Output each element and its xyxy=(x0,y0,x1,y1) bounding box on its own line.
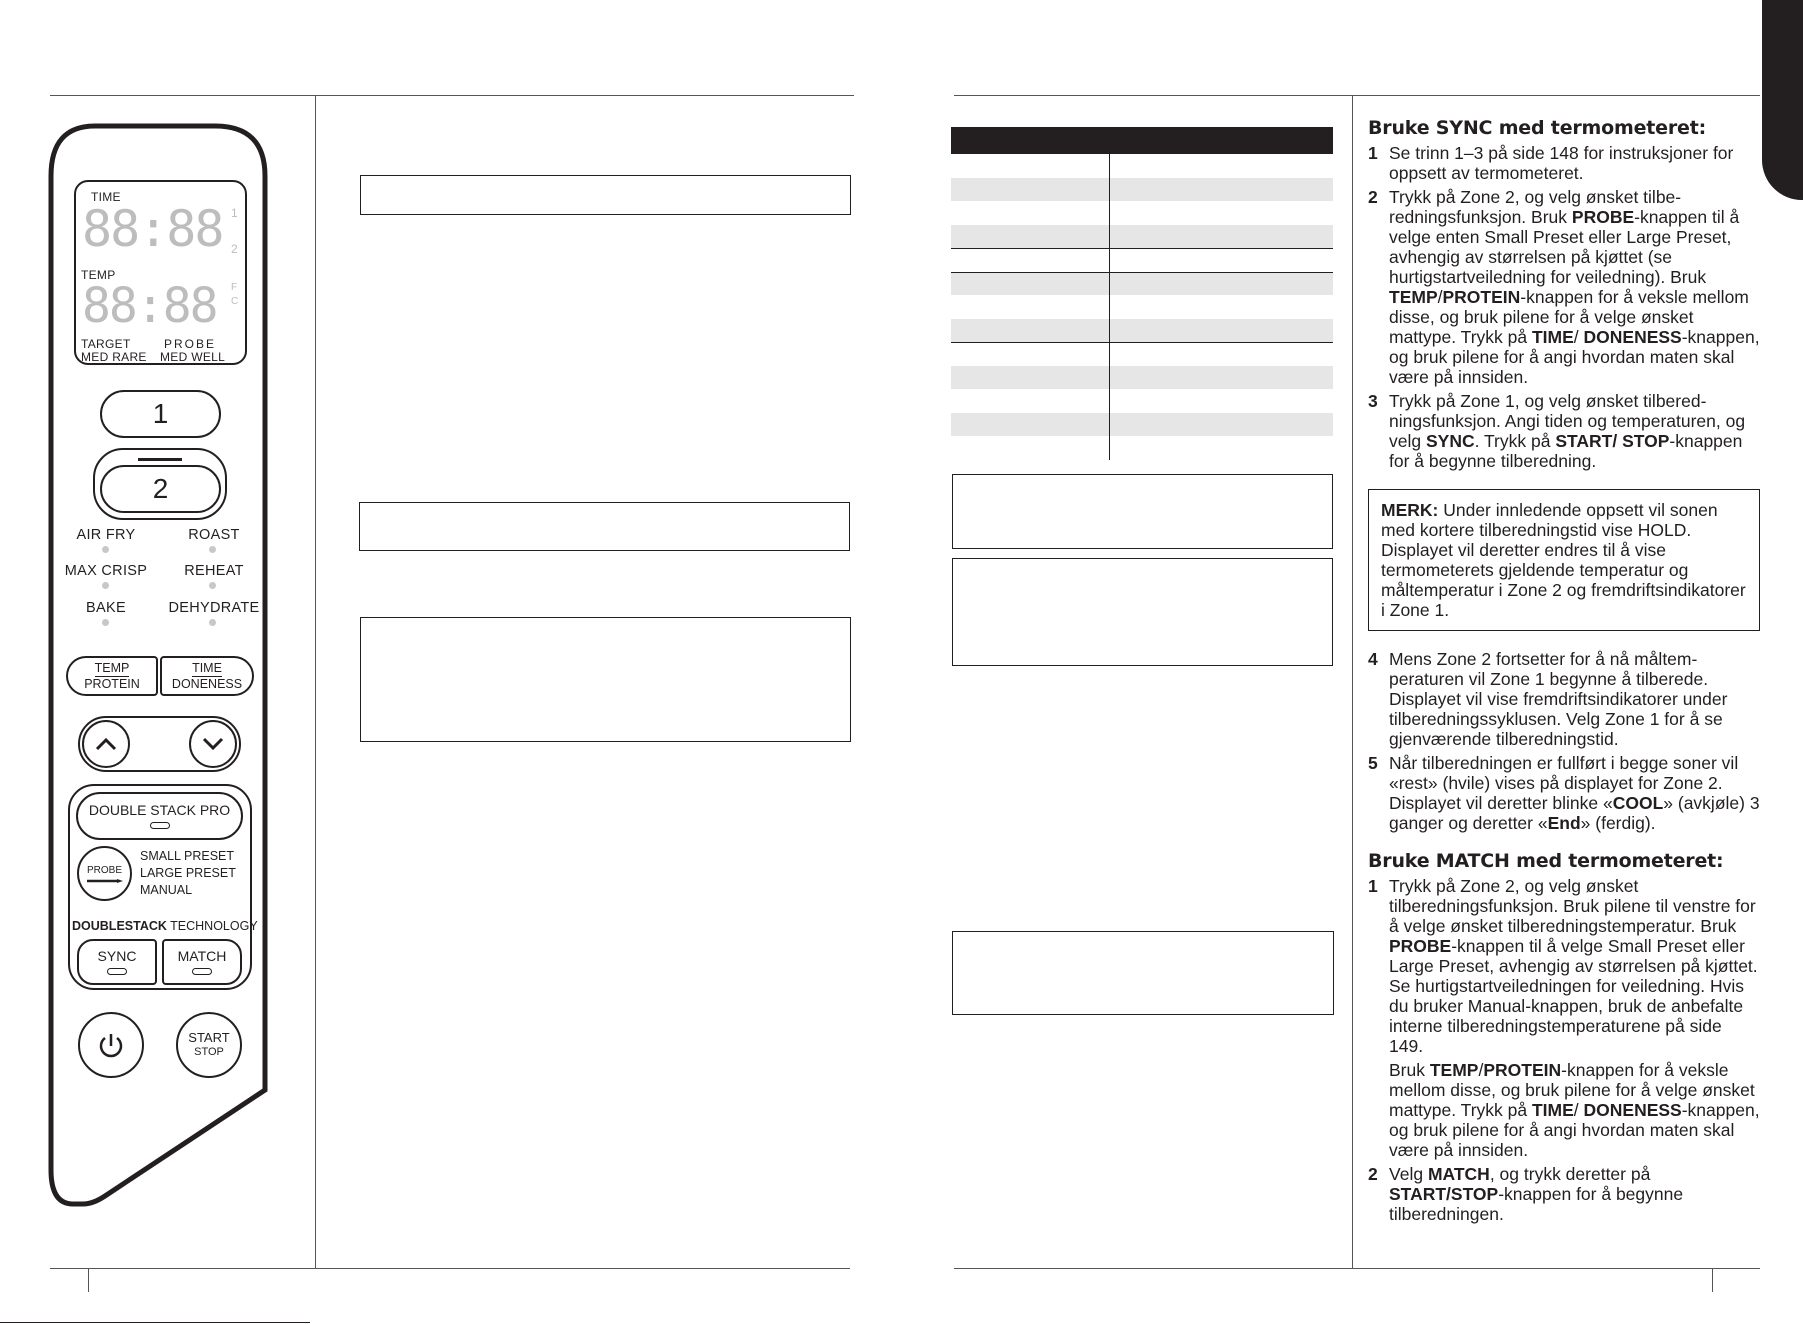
double-stack-pro-button[interactable] xyxy=(76,792,243,840)
sync-led xyxy=(107,968,127,975)
temp-protein-button[interactable] xyxy=(66,656,158,696)
probe-icon xyxy=(87,878,123,884)
step-number: 1 xyxy=(1368,876,1378,896)
top-rule-right xyxy=(954,95,1760,96)
table-group-divider xyxy=(951,272,1333,273)
step-text: Trykk på Zone 2, og velg ønsket tilberedningsfunksjon. Bruk PROBE-knappen til å velge enten Small Preset eller Large Preset, avhengig av størrelsen på kjøttet (se hurtigstartveiledning for veiledning). Bruk TEMP/PROTEIN-knappen for å veksle mellom disse, og bruk pilene for å velge ønsket mattype. Trykk på TIME/ DONENESS-knappen, og bruk pilene for å angi hvordan maten skal være på innsiden. xyxy=(1389,187,1760,387)
bake-button[interactable]: BAKE xyxy=(86,600,126,616)
match-label: MATCH xyxy=(177,948,227,964)
match-heading: Bruke MATCH med termometeret: xyxy=(1368,850,1724,872)
chevron-up-icon xyxy=(94,736,118,752)
table-row xyxy=(951,413,1333,436)
start-label: START xyxy=(188,1030,230,1045)
large-preset-label: LARGE PRESET xyxy=(140,866,236,880)
lcd-temp-digits: 88:88 xyxy=(82,278,217,334)
match-step-2 xyxy=(1368,1164,1760,1224)
step-number: 2 xyxy=(1368,187,1378,207)
zone-1-label: 1 xyxy=(152,398,169,429)
chevron-down-icon xyxy=(201,736,225,752)
table-column-divider xyxy=(1109,154,1110,460)
page-number-tick-left xyxy=(88,1268,89,1292)
empty-box-5 xyxy=(952,558,1333,666)
power-button[interactable] xyxy=(78,1012,144,1078)
table-row xyxy=(951,225,1333,248)
start-stop-button[interactable] xyxy=(176,1012,242,1078)
dehydrate-indicator xyxy=(209,619,216,626)
lcd-med-rare-label: MED RARE xyxy=(81,350,147,364)
time-doneness-button[interactable] xyxy=(160,656,254,696)
match-button[interactable] xyxy=(162,939,242,985)
step-number: 5 xyxy=(1368,753,1378,773)
technology-text: TECHNOLOGY xyxy=(166,919,258,933)
doublestack-bold-text: DOUBLESTACK xyxy=(72,919,167,933)
zone-1-button[interactable] xyxy=(100,390,221,438)
right-column-divider xyxy=(1352,96,1353,1268)
note-text: Under innledende oppsett vil sonen med kortere tilberedningstid vise HOLD. Displayet vil deretter endres til å vise termometerets gjeldende temperatur og måltemperatur i Zone 2 og fremdriftsindikatorer i Zone 1. xyxy=(1381,500,1746,620)
step-text: Se trinn 1–3 på side 148 for instruksjoner for oppsett av termometeret. xyxy=(1389,143,1734,183)
step-number: 4 xyxy=(1368,649,1378,669)
table-header xyxy=(951,127,1333,154)
lcd-display xyxy=(74,180,247,365)
probe-button[interactable] xyxy=(77,846,132,901)
empty-box-3 xyxy=(360,617,851,742)
doneness-label: DONENESS xyxy=(171,676,243,691)
down-arrow-button[interactable] xyxy=(189,720,237,768)
max-crisp-indicator xyxy=(102,582,109,589)
bottom-rule-right xyxy=(954,1268,1760,1269)
match-step-1 xyxy=(1368,876,1760,1160)
lcd-unit-f: F xyxy=(231,282,238,293)
step-number: 2 xyxy=(1368,1164,1378,1184)
sync-button[interactable] xyxy=(77,939,157,985)
double-stack-pro-led xyxy=(150,822,170,829)
up-arrow-button[interactable] xyxy=(82,720,130,768)
zone-2-probe-icon xyxy=(138,458,182,461)
bake-indicator xyxy=(102,619,109,626)
roast-button[interactable]: ROAST xyxy=(188,527,240,543)
table-row xyxy=(951,272,1333,295)
zone-2-button[interactable] xyxy=(100,465,221,513)
temp-label: TEMP xyxy=(94,660,130,675)
reheat-button[interactable]: REHEAT xyxy=(184,563,244,579)
step-text: Når tilberedningen er fullført i begge soner vil «rest» (hvile) vises på displayet for Zone 2. Displayet vil deretter blinke «COOL» (avkjøle) 3 ganger og deretter «End» (ferdig). xyxy=(1389,753,1760,833)
sync-step-5 xyxy=(1368,753,1760,833)
lcd-temp-label: TEMP xyxy=(81,268,116,282)
step-text: Trykk på Zone 2, og velg ønsket tilberedningsfunksjon. Bruk pilene til venstre for å velge ønsket tilberedningstemperatur. Bruk PROBE-knappen til å velge Small Preset eller Large Preset, avhengig av størrelsen på kjøttet. Se hurtigstartveiledningen for veiledning. Hvis du bruker Manual-knappen, bruk de anbefalte interne tilberedningstemperaturene på side 149. xyxy=(1389,876,1758,1056)
instructions-column xyxy=(1368,118,1760,1228)
note-box xyxy=(1368,489,1760,631)
protein-label: PROTEIN xyxy=(84,676,140,691)
max-crisp-button[interactable]: MAX CRISP xyxy=(64,563,148,579)
table-row xyxy=(951,178,1333,201)
stop-label: STOP xyxy=(194,1046,224,1058)
match-led xyxy=(192,968,212,975)
step-text: Trykk på Zone 1, og velg ønsket tilberedningsfunksjon. Angi tiden og temperaturen, og velg SYNC. Trykk på START/ STOP-knappen for å begynne tilberedning. xyxy=(1389,391,1746,471)
small-preset-label: SMALL PRESET xyxy=(140,849,235,863)
lcd-zone-indicator-2: 2 xyxy=(231,242,238,256)
lcd-zone-indicator-1: 1 xyxy=(231,206,238,220)
double-stack-pro-label: DOUBLE STACK PRO xyxy=(88,802,231,818)
roast-indicator xyxy=(209,546,216,553)
bottom-rule-left xyxy=(50,1268,850,1269)
doublestack-technology-label xyxy=(72,919,258,933)
table-group-divider xyxy=(951,342,1333,343)
section-tab-marker xyxy=(1762,0,1803,200)
table-row xyxy=(951,366,1333,389)
step-number: 1 xyxy=(1368,143,1378,163)
manual-label: MANUAL xyxy=(140,883,193,897)
zone-2-label: 2 xyxy=(152,473,169,504)
note-label: MERK: xyxy=(1381,500,1439,520)
lcd-unit-c: C xyxy=(231,296,239,307)
page-number-tick-right xyxy=(1712,1268,1713,1292)
step-text: Mens Zone 2 fortsetter for å nå måltemperaturen vil Zone 1 begynne å tilberede. Displayet vil vise fremdriftsindikatorer under tilberedningssyklusen. Velg Zone 1 for å se gjenværende tilberedningstid. xyxy=(1389,649,1728,749)
left-column-divider xyxy=(315,96,316,1268)
air-fry-button[interactable]: AIR FRY xyxy=(76,527,136,543)
table-group-divider xyxy=(951,248,1333,249)
empty-box-2 xyxy=(359,502,850,551)
sync-step-3 xyxy=(1368,391,1760,471)
top-rule-left xyxy=(50,95,854,96)
sync-step-1 xyxy=(1368,143,1760,183)
empty-box-1 xyxy=(360,175,851,215)
table-row xyxy=(951,319,1333,342)
sync-label: SYNC xyxy=(97,948,137,964)
reheat-indicator xyxy=(209,582,216,589)
lcd-med-well-label: MED WELL xyxy=(160,350,226,364)
step-text-continued: Bruk TEMP/PROTEIN-knappen for å veksle mellom disse, og bruk pilene for å velge ønsket mattype. Trykk på TIME/ DONENESS-knappen, og bruk pilene for å angi hvordan maten skal være på innsiden. xyxy=(1389,1060,1760,1160)
probe-label: PROBE xyxy=(86,865,122,876)
empty-box-6 xyxy=(952,931,1334,1015)
time-label: TIME xyxy=(192,660,222,675)
step-number: 3 xyxy=(1368,391,1378,411)
lcd-time-label: TIME xyxy=(91,190,121,204)
air-fry-indicator xyxy=(102,546,109,553)
dehydrate-button[interactable]: DEHYDRATE xyxy=(168,600,260,616)
sync-step-4 xyxy=(1368,649,1760,749)
footer-rule xyxy=(0,1322,310,1323)
step-text: Velg MATCH, og trykk deretter på START/STOP-knappen for å begynne tilberedningen. xyxy=(1389,1164,1684,1224)
lcd-target-label: TARGET xyxy=(81,337,131,351)
empty-box-4 xyxy=(952,474,1333,549)
lcd-time-digits: 88:88 xyxy=(82,200,223,258)
lcd-probe-label: PROBE xyxy=(164,337,217,351)
power-icon xyxy=(96,1030,126,1060)
sync-heading: Bruke SYNC med termometeret: xyxy=(1368,117,1706,139)
sync-step-2 xyxy=(1368,187,1760,387)
